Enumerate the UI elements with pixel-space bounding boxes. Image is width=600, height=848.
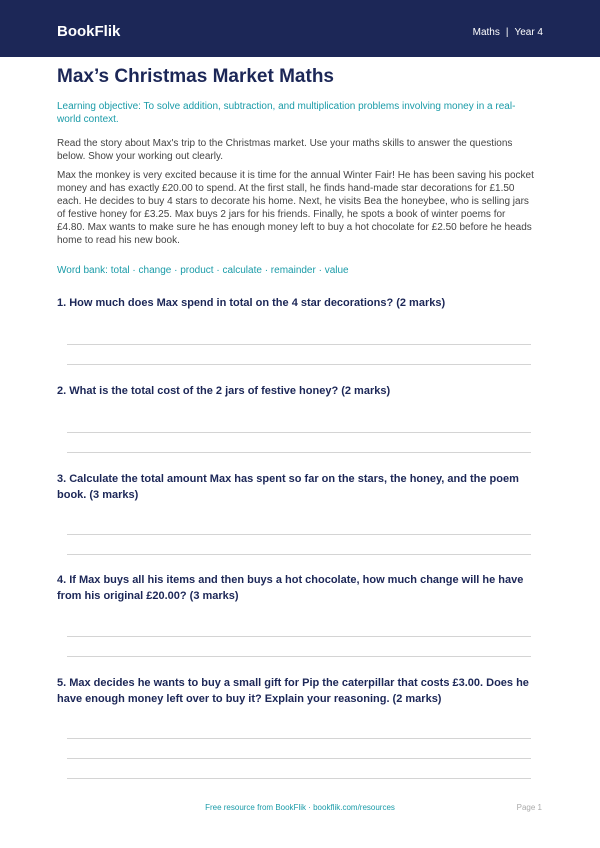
breadcrumb-separator: | <box>505 27 509 38</box>
breadcrumb-year: Year 4 <box>514 27 543 38</box>
brand-logo[interactable]: BookFlik <box>57 23 121 40</box>
question-3: 3. Calculate the total amount Max has spent so far on the stars, the honey, and the poem book. (3 marks) <box>57 473 519 501</box>
answer-line[interactable] <box>67 758 531 759</box>
intro-paragraph: Read the story about Max's trip to the Christmas market. Use your maths skills to answer the questions below. Show your working out clearly. <box>57 138 513 162</box>
answer-line[interactable] <box>67 364 531 365</box>
answer-line[interactable] <box>67 636 531 637</box>
question-4: 4. If Max buys all his items and then buys a hot chocolate, how much change will he have from his original £20.00? (3 marks) <box>57 574 524 602</box>
page-title: Max’s Christmas Market Maths <box>57 66 335 87</box>
answer-line[interactable] <box>67 432 531 433</box>
answer-line[interactable] <box>67 738 531 739</box>
answer-line[interactable] <box>67 534 531 535</box>
learning-objective: Learning objective: To solve addition, subtraction, and multiplication problems involving money in a real-world context. <box>57 101 516 125</box>
footer-link[interactable]: Free resource from BookFlik · bookflik.com/resources <box>205 803 395 812</box>
breadcrumb <box>473 26 543 40</box>
answer-line[interactable] <box>67 344 531 345</box>
question-1: 1. How much does Max spend in total on the 4 star decorations? (2 marks) <box>57 297 446 309</box>
page-number: Page 1 <box>516 803 542 812</box>
answer-line[interactable] <box>67 656 531 657</box>
header-bar <box>0 0 600 57</box>
question-5: 5. Max decides he wants to buy a small gift for Pip the caterpillar that costs £3.00. Does he have enough money left over to buy it? Explain your reasoning. (2 marks) <box>57 677 529 705</box>
breadcrumb-subject: Maths <box>472 27 500 38</box>
answer-line[interactable] <box>67 778 531 779</box>
story-paragraph: Max the monkey is very excited because it is time for the annual Winter Fair! He has been saving his pocket money and has exactly £20.00 to spend. At the first stall, he finds hand-made star decorations for £1.50 each. He decides to buy 4 stars to decorate his home. Next, he visits Bea the honeybee, who is selling jars of festive honey for £3.25. Max buys 2 jars for his friends. Finally, he spots a book of winter poems for £4.80. Max wants to make sure he has enough money left to buy a hot chocolate for £2.50 before he heads home to read his new book. <box>57 170 534 246</box>
question-2: 2. What is the total cost of the 2 jars of festive honey? (2 marks) <box>57 385 391 397</box>
word-bank: Word bank: total · change · product · calculate · remainder · value <box>57 265 349 276</box>
answer-line[interactable] <box>67 452 531 453</box>
answer-line[interactable] <box>67 554 531 555</box>
